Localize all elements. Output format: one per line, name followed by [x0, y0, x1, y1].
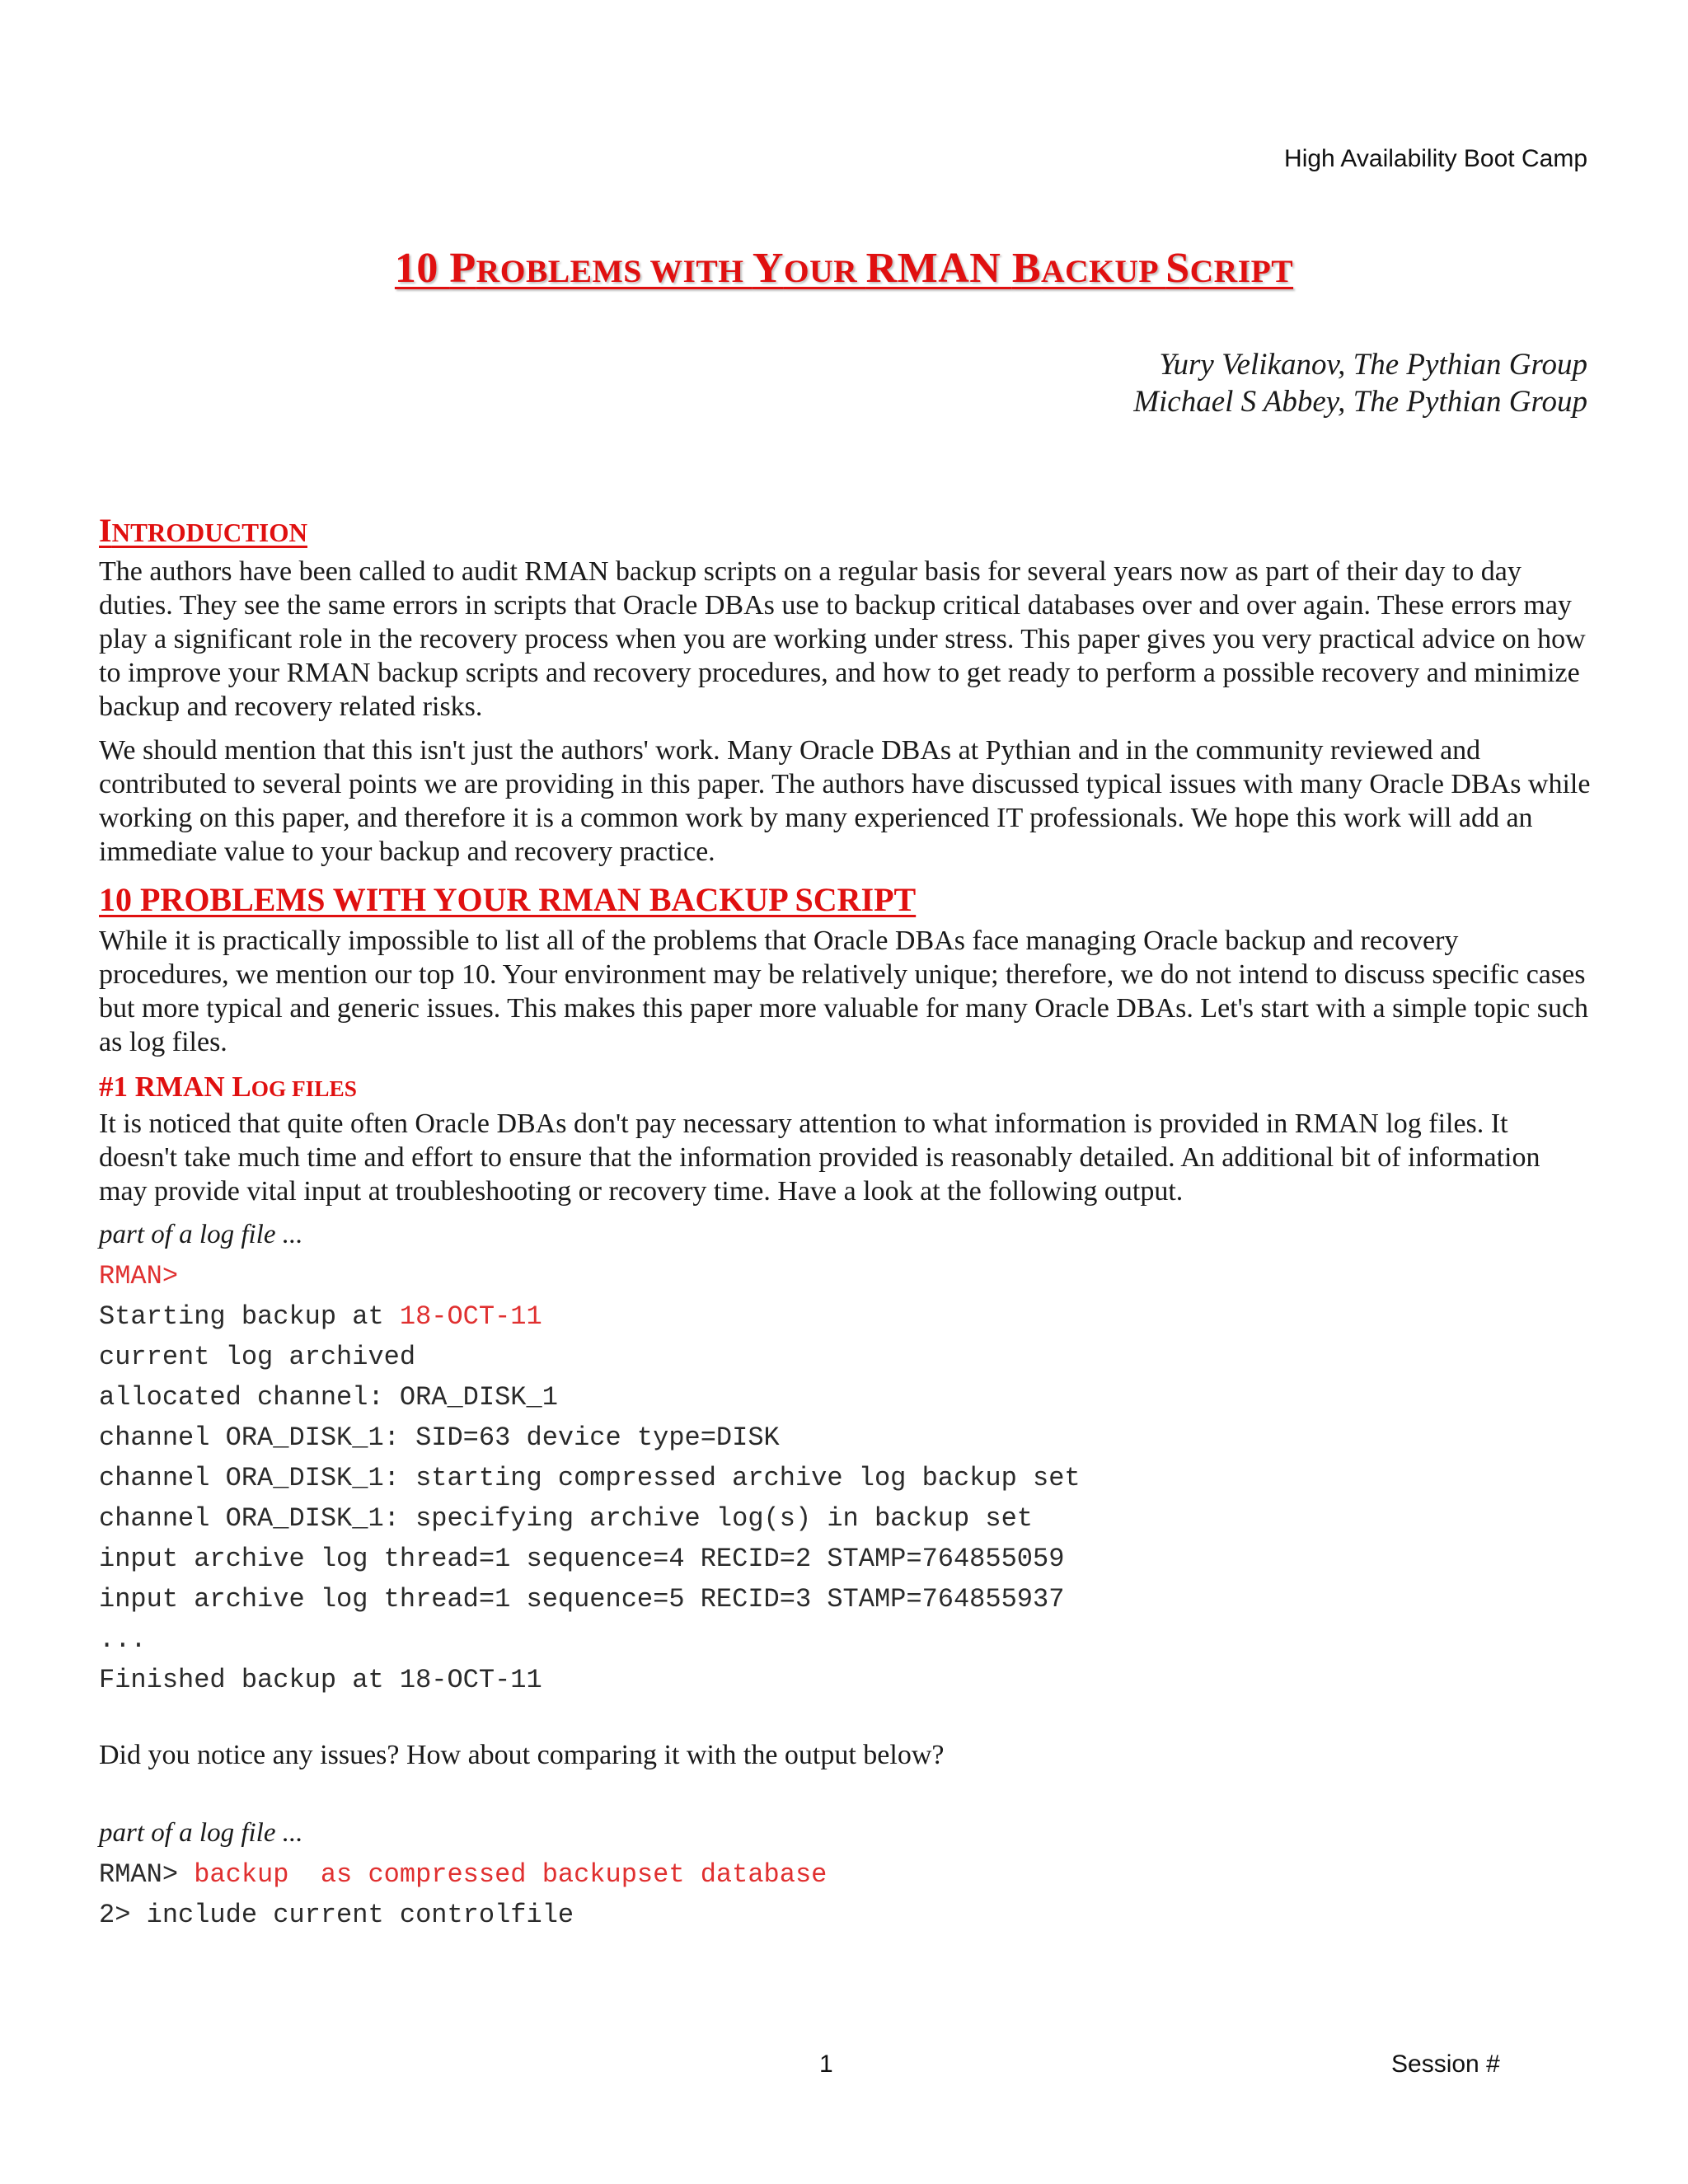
code-line: 2> include current controlfile — [99, 1900, 574, 1930]
problems-paragraph: While it is practically impossible to list all of the problems that Oracle DBAs face managing Oracle backup and recovery procedures, we mention our top 10. Your environment may be relatively unique; therefore, we do not intend to discuss specific cases but more typical and generic issues. This makes this paper more valuable for many Oracle DBAs. Let's start with a simple topic such as log files. — [99, 926, 1589, 1057]
code-line: Finished backup at 18-OCT-11 — [99, 1665, 542, 1695]
intro-paragraph-2: We should mention that this isn't just the authors' work. Many Oracle DBAs at Pythian and in the community reviewed and contributed to several points we are providing in this paper. The authors have discussed typical issues with many Oracle DBAs while working on this paper, and therefore it is a common work by many experienced IT professionals. We hope this work will add an immediate value to your backup and recovery practice. — [99, 735, 1591, 867]
code-line: channel ORA_DISK_1: SID=63 device type=DISK — [99, 1422, 780, 1453]
code-line: current log archived — [99, 1342, 416, 1372]
code-line: channel ORA_DISK_1: specifying archive log(s) in backup set — [99, 1503, 1033, 1534]
author-1: Yury Velikanov, The Pythian Group — [1159, 348, 1587, 382]
code-line: input archive log thread=1 sequence=5 RECID=3 STAMP=764855937 — [99, 1584, 1065, 1615]
page-number: 1 — [819, 2050, 833, 2078]
author-2: Michael S Abbey, The Pythian Group — [1133, 385, 1587, 419]
problems-heading: 10 PROBLEMS WITH YOUR RMAN BACKUP SCRIPT — [99, 881, 917, 918]
rman-prompt: RMAN> — [99, 1261, 179, 1291]
code-line: channel ORA_DISK_1: starting compressed archive log backup set — [99, 1463, 1081, 1493]
code-line: ... — [99, 1624, 147, 1655]
comparison-question: Did you notice any issues? How about comparing it with the output below? — [99, 1740, 945, 1770]
document-title: 10 PROBLEMS WITH YOUR RMAN BACKUP SCRIPT — [394, 245, 1294, 292]
log-caption-2: part of a log file ... — [99, 1818, 303, 1848]
log-output-2 — [99, 1854, 1591, 1935]
code-line: allocated channel: ORA_DISK_1 — [99, 1382, 558, 1413]
body-content — [99, 511, 1591, 1935]
section-1-heading: #1 RMAN LOG FILES — [99, 1071, 357, 1103]
code-line: input archive log thread=1 sequence=4 RECID=2 STAMP=764855059 — [99, 1544, 1065, 1574]
session-label: Session # — [1391, 2050, 1500, 2078]
code-line: RMAN> backup as compressed backupset database — [99, 1859, 828, 1890]
section-1-paragraph: It is noticed that quite often Oracle DBAs don't pay necessary attention to what information is provided in RMAN log files. It doesn't take much time and effort to ensure that the information provided is reasonably detailed. An additional bit of information may provide vital input at troubleshooting or recovery time. Have a look at the following output. — [99, 1108, 1540, 1207]
log-caption-1: part of a log file ... — [99, 1220, 303, 1249]
authors — [1133, 346, 1587, 420]
code-line: Starting backup at 18-OCT-11 — [99, 1301, 542, 1332]
intro-paragraph-1: The authors have been called to audit RMAN backup scripts on a regular basis for several years now as part of their day to day duties. They see the same errors in scripts that Oracle DBAs use to backup critical databases over and over again. These errors may play a significant role in the recovery process when you are working under stress. This paper gives you very practical advice on how to improve your RMAN backup scripts and recovery procedures, and how to get ready to perform a possible recovery and minimize backup and recovery related risks. — [99, 556, 1586, 722]
log-output-1 — [99, 1256, 1591, 1700]
introduction-heading: INTRODUCTION — [99, 512, 307, 549]
running-header: High Availability Boot Camp — [1284, 145, 1587, 172]
